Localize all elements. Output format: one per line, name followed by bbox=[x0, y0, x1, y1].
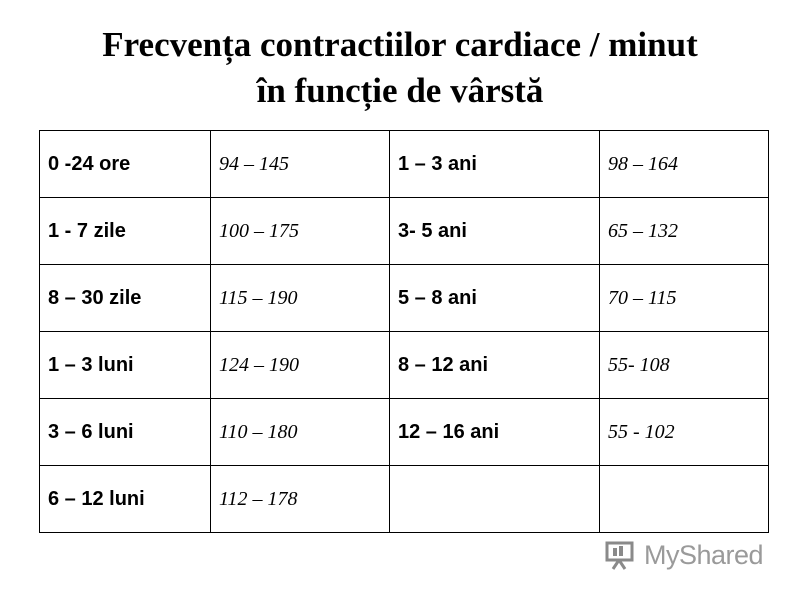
presentation-board-icon bbox=[604, 540, 636, 570]
age-group-cell: 6 – 12 luni bbox=[40, 466, 211, 533]
heart-rate-range-cell: 100 – 175 bbox=[211, 198, 390, 265]
age-group-cell: 8 – 12 ani bbox=[390, 332, 600, 399]
heart-rate-range-cell: 124 – 190 bbox=[211, 332, 390, 399]
heart-rate-range-cell bbox=[600, 466, 769, 533]
page-title bbox=[0, 22, 800, 114]
age-group-cell: 1 – 3 luni bbox=[40, 332, 211, 399]
heart-rate-range-cell: 65 – 132 bbox=[600, 198, 769, 265]
title-line-2: în funcție de vârstă bbox=[256, 71, 544, 110]
myshared-watermark bbox=[604, 538, 774, 572]
age-group-cell bbox=[390, 466, 600, 533]
heart-rate-range-cell: 55 - 102 bbox=[600, 399, 769, 466]
age-group-cell: 5 – 8 ani bbox=[390, 265, 600, 332]
heart-rate-range-cell: 94 – 145 bbox=[211, 131, 390, 198]
age-group-cell: 1 – 3 ani bbox=[390, 131, 600, 198]
age-group-cell: 0 -24 ore bbox=[40, 131, 211, 198]
table-row bbox=[40, 131, 769, 198]
heart-rate-range-cell: 70 – 115 bbox=[600, 265, 769, 332]
age-group-cell: 3 – 6 luni bbox=[40, 399, 211, 466]
heart-rate-table bbox=[39, 130, 769, 533]
table-row bbox=[40, 198, 769, 265]
heart-rate-range-cell: 110 – 180 bbox=[211, 399, 390, 466]
heart-rate-range-cell: 55- 108 bbox=[600, 332, 769, 399]
heart-rate-range-cell: 98 – 164 bbox=[600, 131, 769, 198]
heart-rate-range-cell: 112 – 178 bbox=[211, 466, 390, 533]
watermark-text: MyShared bbox=[644, 539, 764, 570]
table-row bbox=[40, 332, 769, 399]
table-row bbox=[40, 399, 769, 466]
heart-rate-range-cell: 115 – 190 bbox=[211, 265, 390, 332]
table-row bbox=[40, 265, 769, 332]
age-group-cell: 3- 5 ani bbox=[390, 198, 600, 265]
age-group-cell: 12 – 16 ani bbox=[390, 399, 600, 466]
age-group-cell: 8 – 30 zile bbox=[40, 265, 211, 332]
age-group-cell: 1 - 7 zile bbox=[40, 198, 211, 265]
table-row bbox=[40, 466, 769, 533]
title-line-1: Frecvența contractiilor cardiace / minut bbox=[102, 25, 698, 64]
